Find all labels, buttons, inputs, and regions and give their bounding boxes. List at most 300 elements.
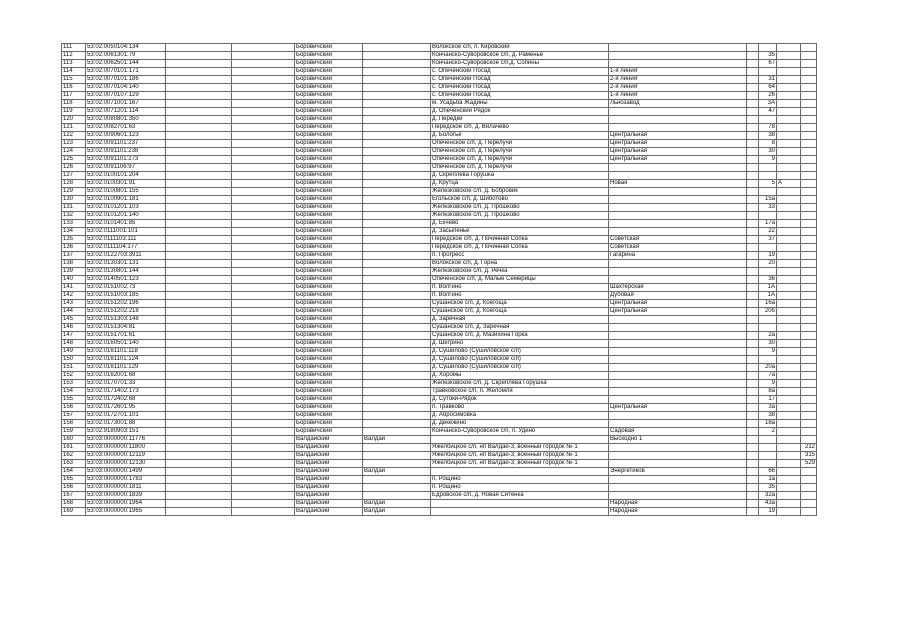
flat-cell bbox=[801, 364, 817, 372]
letter-cell bbox=[777, 204, 801, 212]
flat-cell bbox=[801, 68, 817, 76]
district-cell: Боровичский bbox=[295, 284, 363, 292]
empty-cell bbox=[747, 492, 759, 500]
flat-cell bbox=[801, 332, 817, 340]
empty-cell bbox=[747, 404, 759, 412]
cadastral-number-cell: 53:02:0091101:237 bbox=[86, 140, 166, 148]
empty-cell bbox=[232, 220, 295, 228]
district-cell: Валдайский bbox=[295, 452, 363, 460]
table-row bbox=[62, 172, 817, 180]
locality-cell: Опеченское с/п, д. Перелучи bbox=[431, 156, 609, 164]
empty-cell bbox=[166, 116, 232, 124]
city-cell bbox=[363, 188, 431, 196]
cadastral-number-cell: 53:03:0000000:1839 bbox=[86, 492, 166, 500]
cadastral-number-cell: 53:03:0000000:12130 bbox=[86, 460, 166, 468]
district-cell: Боровичский bbox=[295, 252, 363, 260]
city-cell bbox=[363, 172, 431, 180]
row-number-cell: 113 bbox=[62, 60, 86, 68]
house-cell: 26 bbox=[759, 92, 777, 100]
empty-cell bbox=[166, 92, 232, 100]
letter-cell bbox=[777, 220, 801, 228]
locality-cell: д. Бологье bbox=[431, 132, 609, 140]
street-cell bbox=[609, 276, 747, 284]
cadastral-number-cell: 53:02:0162001:68 bbox=[86, 372, 166, 380]
empty-cell bbox=[232, 52, 295, 60]
empty-cell bbox=[232, 284, 295, 292]
empty-cell bbox=[166, 244, 232, 252]
empty-cell bbox=[747, 84, 759, 92]
empty-cell bbox=[166, 340, 232, 348]
locality-cell: Кончанско-Суворовское с/п, д. Раменье bbox=[431, 52, 609, 60]
flat-cell bbox=[801, 476, 817, 484]
letter-cell bbox=[777, 212, 801, 220]
row-number-cell: 120 bbox=[62, 116, 86, 124]
locality-cell: д. Шегрино bbox=[431, 340, 609, 348]
letter-cell bbox=[777, 316, 801, 324]
street-cell: Центральная bbox=[609, 404, 747, 412]
locality-cell: д. Передки bbox=[431, 116, 609, 124]
house-cell: 33 bbox=[759, 204, 777, 212]
street-cell bbox=[609, 220, 747, 228]
flat-cell bbox=[801, 268, 817, 276]
street-cell bbox=[609, 324, 747, 332]
empty-cell bbox=[166, 124, 232, 132]
house-cell bbox=[759, 436, 777, 444]
letter-cell bbox=[777, 164, 801, 172]
empty-cell bbox=[232, 348, 295, 356]
table-row bbox=[62, 460, 817, 468]
city-cell bbox=[363, 52, 431, 60]
letter-cell bbox=[777, 452, 801, 460]
cadastral-number-cell: 53:02:0130301:131 bbox=[86, 260, 166, 268]
empty-cell bbox=[232, 156, 295, 164]
empty-cell bbox=[232, 108, 295, 116]
flat-cell bbox=[801, 436, 817, 444]
city-cell bbox=[363, 204, 431, 212]
house-cell: 9 bbox=[759, 380, 777, 388]
empty-cell bbox=[747, 52, 759, 60]
district-cell: Боровичский bbox=[295, 60, 363, 68]
letter-cell bbox=[777, 44, 801, 52]
row-number-cell: 134 bbox=[62, 228, 86, 236]
table-row bbox=[62, 252, 817, 260]
house-cell: 43а bbox=[759, 500, 777, 508]
table-row bbox=[62, 292, 817, 300]
flat-cell bbox=[801, 236, 817, 244]
row-number-cell: 143 bbox=[62, 300, 86, 308]
empty-cell bbox=[747, 140, 759, 148]
table-row bbox=[62, 44, 817, 52]
empty-cell bbox=[232, 316, 295, 324]
district-cell: Боровичский bbox=[295, 324, 363, 332]
empty-cell bbox=[747, 92, 759, 100]
table-row bbox=[62, 380, 817, 388]
street-cell: Центральная bbox=[609, 156, 747, 164]
flat-cell bbox=[801, 84, 817, 92]
letter-cell bbox=[777, 148, 801, 156]
empty-cell bbox=[747, 156, 759, 164]
empty-cell bbox=[166, 308, 232, 316]
row-number-cell: 127 bbox=[62, 172, 86, 180]
table-row bbox=[62, 468, 817, 476]
flat-cell: 315 bbox=[801, 452, 817, 460]
district-cell: Валдайский bbox=[295, 460, 363, 468]
letter-cell bbox=[777, 300, 801, 308]
street-cell bbox=[609, 124, 747, 132]
cadastral-number-cell: 53:02:0111001:101 bbox=[86, 228, 166, 236]
locality-cell: Яжелбицкое с/п, нп Валдай-3, военный городок № 1 bbox=[431, 460, 609, 468]
house-cell: 8а bbox=[759, 388, 777, 396]
empty-cell bbox=[166, 148, 232, 156]
row-number-cell: 117 bbox=[62, 92, 86, 100]
district-cell: Боровичский bbox=[295, 92, 363, 100]
locality-cell bbox=[431, 468, 609, 476]
district-cell: Боровичский bbox=[295, 268, 363, 276]
table-row bbox=[62, 76, 817, 84]
locality-cell: д. Хоромы bbox=[431, 372, 609, 380]
empty-cell bbox=[747, 340, 759, 348]
empty-cell bbox=[232, 268, 295, 276]
row-number-cell: 162 bbox=[62, 452, 86, 460]
row-number-cell: 138 bbox=[62, 260, 86, 268]
cadastral-number-cell: 53:02:0071201:114 bbox=[86, 108, 166, 116]
row-number-cell: 153 bbox=[62, 380, 86, 388]
table-row bbox=[62, 244, 817, 252]
flat-cell bbox=[801, 380, 817, 388]
empty-cell bbox=[232, 204, 295, 212]
city-cell bbox=[363, 156, 431, 164]
row-number-cell: 159 bbox=[62, 428, 86, 436]
flat-cell bbox=[801, 244, 817, 252]
empty-cell bbox=[232, 180, 295, 188]
street-cell: Энергетиков bbox=[609, 468, 747, 476]
row-number-cell: 136 bbox=[62, 244, 86, 252]
empty-cell bbox=[747, 324, 759, 332]
row-number-cell: 152 bbox=[62, 372, 86, 380]
flat-cell bbox=[801, 76, 817, 84]
empty-cell bbox=[166, 84, 232, 92]
cadastral-number-cell: 53:02:0130801:144 bbox=[86, 268, 166, 276]
flat-cell bbox=[801, 60, 817, 68]
empty-cell bbox=[747, 436, 759, 444]
row-number-cell: 168 bbox=[62, 500, 86, 508]
city-cell bbox=[363, 476, 431, 484]
empty-cell bbox=[166, 492, 232, 500]
letter-cell bbox=[777, 60, 801, 68]
row-number-cell: 140 bbox=[62, 276, 86, 284]
table-row bbox=[62, 204, 817, 212]
street-cell bbox=[609, 412, 747, 420]
table-row bbox=[62, 196, 817, 204]
empty-cell bbox=[232, 356, 295, 364]
city-cell bbox=[363, 316, 431, 324]
empty-cell bbox=[747, 372, 759, 380]
cadastral-number-cell: 53:02:0101201:103 bbox=[86, 204, 166, 212]
locality-cell: п. Волгино bbox=[431, 284, 609, 292]
letter-cell bbox=[777, 484, 801, 492]
empty-cell bbox=[747, 508, 759, 516]
table-row bbox=[62, 396, 817, 404]
cadastral-number-cell: 53:03:0000000:1965 bbox=[86, 508, 166, 516]
house-cell: 19 bbox=[759, 252, 777, 260]
flat-cell bbox=[801, 484, 817, 492]
locality-cell: Егольское с/п, д. Шиботово bbox=[431, 196, 609, 204]
table-row bbox=[62, 404, 817, 412]
letter-cell bbox=[777, 52, 801, 60]
city-cell bbox=[363, 452, 431, 460]
empty-cell bbox=[166, 348, 232, 356]
district-cell: Боровичский bbox=[295, 132, 363, 140]
row-number-cell: 166 bbox=[62, 484, 86, 492]
cadastral-number-cell: 53:02:0061301:79 bbox=[86, 52, 166, 60]
letter-cell bbox=[777, 444, 801, 452]
city-cell bbox=[363, 252, 431, 260]
empty-cell bbox=[166, 68, 232, 76]
flat-cell bbox=[801, 276, 817, 284]
district-cell: Боровичский bbox=[295, 428, 363, 436]
empty-cell bbox=[747, 188, 759, 196]
city-cell bbox=[363, 180, 431, 188]
flat-cell bbox=[801, 116, 817, 124]
house-cell bbox=[759, 316, 777, 324]
city-cell: Валдай bbox=[363, 508, 431, 516]
locality-cell: д. Сушилово (Сушиловское с/п) bbox=[431, 364, 609, 372]
flat-cell bbox=[801, 308, 817, 316]
locality-cell: Сушанское с/п, д. Заречная bbox=[431, 324, 609, 332]
street-cell: Центральная bbox=[609, 140, 747, 148]
letter-cell bbox=[777, 196, 801, 204]
city-cell: Валдай bbox=[363, 500, 431, 508]
empty-cell bbox=[747, 300, 759, 308]
empty-cell bbox=[747, 420, 759, 428]
empty-cell bbox=[232, 412, 295, 420]
street-cell bbox=[609, 204, 747, 212]
district-cell: Боровичский bbox=[295, 236, 363, 244]
letter-cell bbox=[777, 420, 801, 428]
city-cell bbox=[363, 308, 431, 316]
empty-cell bbox=[166, 164, 232, 172]
letter-cell bbox=[777, 468, 801, 476]
empty-cell bbox=[166, 132, 232, 140]
city-cell bbox=[363, 220, 431, 228]
district-cell: Боровичский bbox=[295, 124, 363, 132]
letter-cell bbox=[777, 356, 801, 364]
row-number-cell: 118 bbox=[62, 100, 86, 108]
letter-cell bbox=[777, 460, 801, 468]
table-row bbox=[62, 500, 817, 508]
house-cell: 20б bbox=[759, 308, 777, 316]
street-cell bbox=[609, 356, 747, 364]
table-row bbox=[62, 220, 817, 228]
street-cell: Льнозавод bbox=[609, 100, 747, 108]
empty-cell bbox=[166, 260, 232, 268]
empty-cell bbox=[166, 404, 232, 412]
street-cell: 1-я линия bbox=[609, 68, 747, 76]
row-number-cell: 126 bbox=[62, 164, 86, 172]
house-cell bbox=[759, 116, 777, 124]
empty-cell bbox=[232, 428, 295, 436]
cadastral-number-cell: 53:02:0071001:167 bbox=[86, 100, 166, 108]
house-cell: 2а bbox=[759, 332, 777, 340]
empty-cell bbox=[166, 356, 232, 364]
empty-cell bbox=[747, 468, 759, 476]
house-cell: 36 bbox=[759, 276, 777, 284]
city-cell bbox=[363, 460, 431, 468]
district-cell: Боровичский bbox=[295, 276, 363, 284]
empty-cell bbox=[232, 396, 295, 404]
street-cell bbox=[609, 372, 747, 380]
district-cell: Боровичский bbox=[295, 116, 363, 124]
city-cell bbox=[363, 324, 431, 332]
district-cell: Валдайский bbox=[295, 436, 363, 444]
row-number-cell: 124 bbox=[62, 148, 86, 156]
empty-cell bbox=[166, 508, 232, 516]
cadastral-number-cell: 53:02:0172402:68 bbox=[86, 396, 166, 404]
table-row bbox=[62, 132, 817, 140]
row-number-cell: 158 bbox=[62, 420, 86, 428]
city-cell bbox=[363, 124, 431, 132]
empty-cell bbox=[747, 220, 759, 228]
flat-cell bbox=[801, 492, 817, 500]
letter-cell bbox=[777, 388, 801, 396]
row-number-cell: 156 bbox=[62, 404, 86, 412]
empty-cell bbox=[166, 300, 232, 308]
letter-cell bbox=[777, 228, 801, 236]
district-cell: Боровичский bbox=[295, 196, 363, 204]
flat-cell: 212 bbox=[801, 444, 817, 452]
cadastral-number-cell: 53:03:0000000:12119 bbox=[86, 452, 166, 460]
empty-cell bbox=[232, 68, 295, 76]
cadastral-number-cell: 53:03:0000000:11776 bbox=[86, 436, 166, 444]
city-cell bbox=[363, 108, 431, 116]
empty-cell bbox=[747, 364, 759, 372]
letter-cell bbox=[777, 268, 801, 276]
flat-cell bbox=[801, 44, 817, 52]
empty-cell bbox=[747, 76, 759, 84]
table-row bbox=[62, 492, 817, 500]
empty-cell bbox=[232, 492, 295, 500]
cadastral-number-cell: 53:03:0000000:11800 bbox=[86, 444, 166, 452]
flat-cell bbox=[801, 52, 817, 60]
district-cell: Боровичский bbox=[295, 412, 363, 420]
registry-table bbox=[61, 43, 817, 516]
locality-cell: п. Травково bbox=[431, 404, 609, 412]
street-cell bbox=[609, 196, 747, 204]
table-row bbox=[62, 60, 817, 68]
flat-cell bbox=[801, 508, 817, 516]
flat-cell bbox=[801, 124, 817, 132]
row-number-cell: 163 bbox=[62, 460, 86, 468]
empty-cell bbox=[166, 228, 232, 236]
cadastral-number-cell: 53:02:0151304:81 bbox=[86, 324, 166, 332]
letter-cell bbox=[777, 276, 801, 284]
empty-cell bbox=[232, 60, 295, 68]
city-cell bbox=[363, 44, 431, 52]
flat-cell bbox=[801, 316, 817, 324]
row-number-cell: 167 bbox=[62, 492, 86, 500]
city-cell bbox=[363, 356, 431, 364]
district-cell: Боровичский bbox=[295, 220, 363, 228]
empty-cell bbox=[232, 172, 295, 180]
street-cell: Выскодно 1 bbox=[609, 436, 747, 444]
empty-cell bbox=[166, 452, 232, 460]
locality-cell: Травковское с/п, п. Желомля bbox=[431, 388, 609, 396]
row-number-cell: 111 bbox=[62, 44, 86, 52]
flat-cell bbox=[801, 196, 817, 204]
locality-cell: п. Прогресс bbox=[431, 252, 609, 260]
empty-cell bbox=[166, 364, 232, 372]
flat-cell bbox=[801, 428, 817, 436]
cadastral-number-cell: 53:02:0161101:124 bbox=[86, 356, 166, 364]
table-row bbox=[62, 236, 817, 244]
empty-cell bbox=[232, 292, 295, 300]
locality-cell: Сушанское с/п, д. Коегоща bbox=[431, 308, 609, 316]
table-row bbox=[62, 324, 817, 332]
row-number-cell: 139 bbox=[62, 268, 86, 276]
house-cell: 2 bbox=[759, 428, 777, 436]
locality-cell: Передское с/п, д. Починная Сопка bbox=[431, 236, 609, 244]
street-cell bbox=[609, 340, 747, 348]
letter-cell bbox=[777, 84, 801, 92]
locality-cell: Волокское с/п, д. Горна bbox=[431, 260, 609, 268]
cadastral-number-cell: 53:03:0000000:1499 bbox=[86, 468, 166, 476]
cadastral-number-cell: 53:02:0161101:129 bbox=[86, 364, 166, 372]
letter-cell bbox=[777, 372, 801, 380]
empty-cell bbox=[232, 380, 295, 388]
house-cell bbox=[759, 452, 777, 460]
city-cell bbox=[363, 300, 431, 308]
locality-cell: п. Рощино bbox=[431, 484, 609, 492]
empty-cell bbox=[747, 260, 759, 268]
district-cell: Боровичский bbox=[295, 52, 363, 60]
locality-cell: с. Опеченский Посад bbox=[431, 76, 609, 84]
cadastral-number-cell: 53:02:0070104:140 bbox=[86, 84, 166, 92]
letter-cell bbox=[777, 116, 801, 124]
row-number-cell: 141 bbox=[62, 284, 86, 292]
locality-cell: д. Скреплёва Горушка bbox=[431, 172, 609, 180]
empty-cell bbox=[166, 468, 232, 476]
street-cell: Советская bbox=[609, 244, 747, 252]
letter-cell bbox=[777, 132, 801, 140]
locality-cell bbox=[431, 500, 609, 508]
row-number-cell: 148 bbox=[62, 340, 86, 348]
empty-cell bbox=[747, 396, 759, 404]
cadastral-number-cell: 53:02:0172701:101 bbox=[86, 412, 166, 420]
letter-cell bbox=[777, 236, 801, 244]
locality-cell bbox=[431, 436, 609, 444]
city-cell bbox=[363, 196, 431, 204]
empty-cell bbox=[166, 284, 232, 292]
flat-cell bbox=[801, 388, 817, 396]
row-number-cell: 131 bbox=[62, 204, 86, 212]
empty-cell bbox=[747, 316, 759, 324]
empty-cell bbox=[166, 252, 232, 260]
table-row bbox=[62, 340, 817, 348]
house-cell: 9 bbox=[759, 156, 777, 164]
district-cell: Боровичский bbox=[295, 308, 363, 316]
house-cell: 20 bbox=[759, 260, 777, 268]
empty-cell bbox=[747, 276, 759, 284]
empty-cell bbox=[166, 500, 232, 508]
street-cell bbox=[609, 212, 747, 220]
city-cell bbox=[363, 380, 431, 388]
locality-cell: с. Опеченский Посад bbox=[431, 92, 609, 100]
empty-cell bbox=[747, 116, 759, 124]
house-cell: 30 bbox=[759, 340, 777, 348]
empty-cell bbox=[747, 132, 759, 140]
cadastral-number-cell: 53:02:0160501:140 bbox=[86, 340, 166, 348]
house-cell bbox=[759, 324, 777, 332]
